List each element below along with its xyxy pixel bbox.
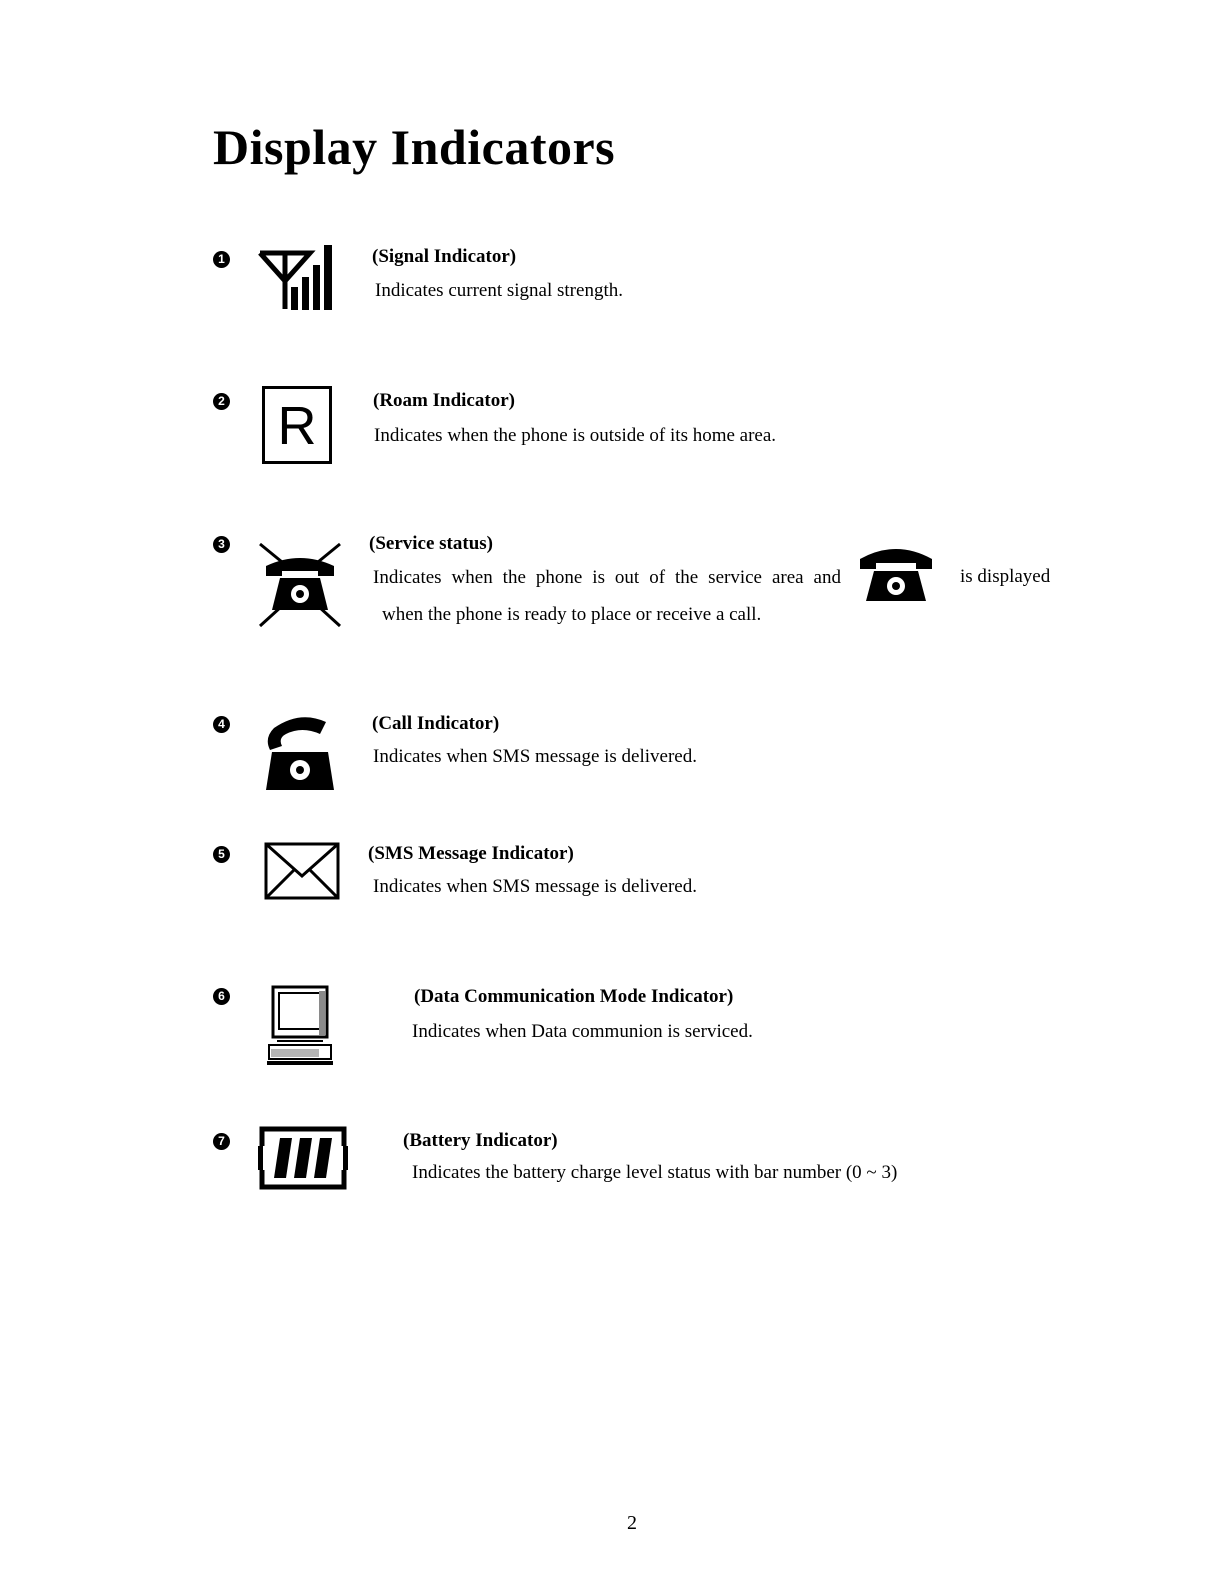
roam-indicator-description: Indicates when the phone is outside of its home area. (374, 425, 777, 446)
signal-icon (258, 243, 346, 313)
service-status-suffix: is displayed (960, 566, 1051, 587)
service-status-description: Indicates when the phone is out of the service area and (373, 567, 841, 588)
call-indicator-label: (Call Indicator) (372, 713, 500, 734)
page-number: 2 (627, 1512, 637, 1534)
data-mode-indicator-label: (Data Communication Mode Indicator) (414, 986, 734, 1007)
computer-icon (265, 983, 335, 1067)
item-number-5: 5 (213, 846, 230, 863)
roam-indicator-label: (Roam Indicator) (373, 390, 515, 411)
battery-indicator-description: Indicates the battery charge level status with bar number (0 ~ 3) (412, 1162, 898, 1183)
call-indicator-description: Indicates when SMS message is delivered. (373, 746, 697, 767)
service-status-label: (Service status) (369, 533, 493, 554)
envelope-icon (264, 842, 340, 900)
item-number-2: 2 (213, 393, 230, 410)
sms-indicator-description: Indicates when SMS message is delivered. (373, 876, 697, 897)
item-number-4: 4 (213, 716, 230, 733)
item-number-7: 7 (213, 1133, 230, 1150)
item-number-6: 6 (213, 988, 230, 1005)
signal-indicator-description: Indicates current signal strength. (375, 280, 623, 301)
signal-indicator-label: (Signal Indicator) (372, 246, 517, 267)
sms-indicator-label: (SMS Message Indicator) (368, 843, 574, 864)
no-service-phone-icon (256, 540, 344, 630)
roam-icon: R (262, 386, 332, 464)
page-title: Display Indicators (213, 119, 616, 175)
item-number-3: 3 (213, 536, 230, 553)
battery-indicator-label: (Battery Indicator) (403, 1130, 558, 1151)
phone-icon (858, 543, 934, 603)
call-icon (258, 712, 338, 794)
item-number-1: 1 (213, 251, 230, 268)
battery-icon (256, 1126, 350, 1192)
data-mode-indicator-description: Indicates when Data communion is serviced. (412, 1021, 753, 1042)
service-status-description-line2: when the phone is ready to place or receive a call. (382, 604, 762, 625)
